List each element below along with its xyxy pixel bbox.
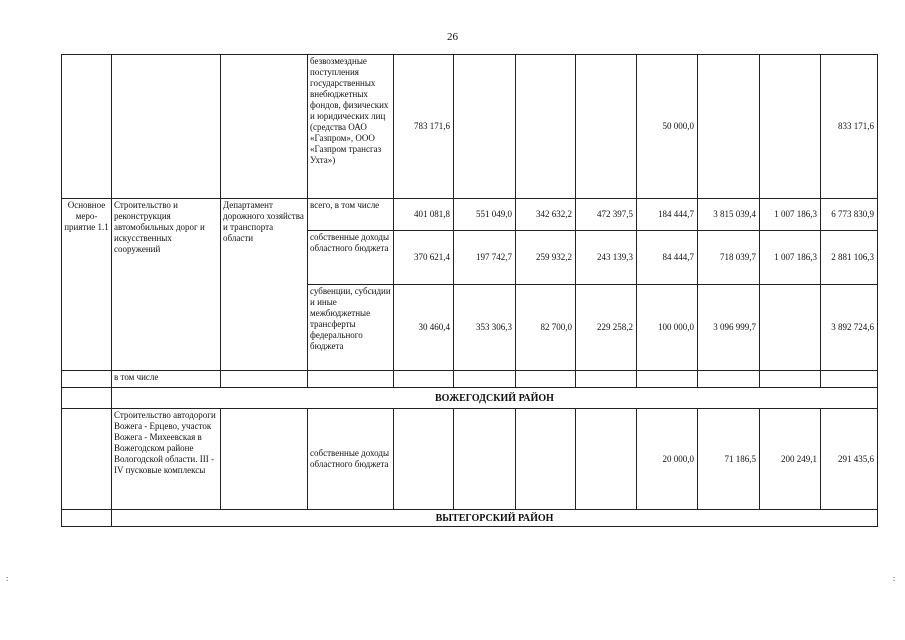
value-cell — [454, 409, 516, 510]
table-row — [62, 371, 878, 388]
value-cell: 3 096 999,7 — [698, 285, 760, 371]
table-row — [62, 510, 878, 527]
source-cell: субвенции, субсидии и иные межбюджетные трансферты федерального бюджета — [308, 285, 394, 371]
value-cell: 6 773 830,9 — [821, 199, 878, 231]
source-cell: всего, в том числе — [308, 199, 394, 231]
value-cell — [760, 55, 821, 199]
event-name: Строительство и реконструкция автомобильных дорог и искусственных сооружений — [112, 199, 221, 371]
value-cell: 401 081,8 — [394, 199, 454, 231]
value-cell — [516, 409, 576, 510]
value-cell: 259 932,2 — [516, 231, 576, 285]
value-cell: 551 049,0 — [454, 199, 516, 231]
value-cell — [394, 409, 454, 510]
including-label: в том числе — [112, 371, 221, 388]
table-row — [62, 199, 878, 231]
value-cell: 71 186,5 — [698, 409, 760, 510]
value-cell — [698, 55, 760, 199]
scan-mark-left: : — [6, 574, 9, 583]
value-cell — [516, 55, 576, 199]
scan-mark-right: : — [893, 574, 896, 583]
value-cell: 1 007 186,3 — [760, 231, 821, 285]
page-number: 26 — [447, 31, 458, 43]
table-row — [62, 388, 878, 409]
value-cell: 353 306,3 — [454, 285, 516, 371]
value-cell: 370 621,4 — [394, 231, 454, 285]
value-cell: 197 742,7 — [454, 231, 516, 285]
value-cell: 30 460,4 — [394, 285, 454, 371]
value-cell: 1 007 186,3 — [760, 199, 821, 231]
value-cell: 3 815 039,4 — [698, 199, 760, 231]
source-cell: безвозмездные поступления государственных внебюджетных фондов, физических и юридических лиц (средства ОАО «Газпром», ООО «Газпром трансгаз Ухта») — [308, 55, 394, 199]
district-header: ВОЖЕГОДСКИЙ РАЙОН — [112, 388, 878, 409]
event-label: Основное меро-приятие 1.1 — [62, 199, 112, 371]
value-cell: 20 000,0 — [637, 409, 698, 510]
value-cell — [454, 55, 516, 199]
value-cell: 200 249,1 — [760, 409, 821, 510]
value-cell: 342 632,2 — [516, 199, 576, 231]
value-cell: 229 258,2 — [576, 285, 637, 371]
value-cell: 82 700,0 — [516, 285, 576, 371]
value-cell: 3 892 724,6 — [821, 285, 878, 371]
value-cell: 718 039,7 — [698, 231, 760, 285]
value-cell: 50 000,0 — [637, 55, 698, 199]
value-cell: 184 444,7 — [637, 199, 698, 231]
table-row — [62, 55, 878, 199]
district-header: ВЫТЕГОРСКИЙ РАЙОН — [112, 510, 878, 527]
value-cell: 84 444,7 — [637, 231, 698, 285]
value-cell: 291 435,6 — [821, 409, 878, 510]
value-cell: 833 171,6 — [821, 55, 878, 199]
value-cell — [576, 55, 637, 199]
event-executor: Департамент дорожного хозяйства и транспорта области — [221, 199, 308, 371]
source-cell: собственные доходы областного бюджета — [308, 231, 394, 285]
value-cell — [576, 409, 637, 510]
value-cell: 783 171,6 — [394, 55, 454, 199]
table-row — [62, 409, 878, 510]
project-name: Строительство автодороги Вожега - Ерцево, участок Вожега - Михеевская в Вожегодском районе Вологодской области. III - IV пусковые комплексы — [112, 409, 221, 510]
value-cell: 243 139,3 — [576, 231, 637, 285]
source-cell: собственные доходы областного бюджета — [308, 409, 394, 510]
value-cell: 472 397,5 — [576, 199, 637, 231]
value-cell — [760, 285, 821, 371]
value-cell: 2 881 106,3 — [821, 231, 878, 285]
value-cell: 100 000,0 — [637, 285, 698, 371]
budget-table — [61, 54, 878, 527]
